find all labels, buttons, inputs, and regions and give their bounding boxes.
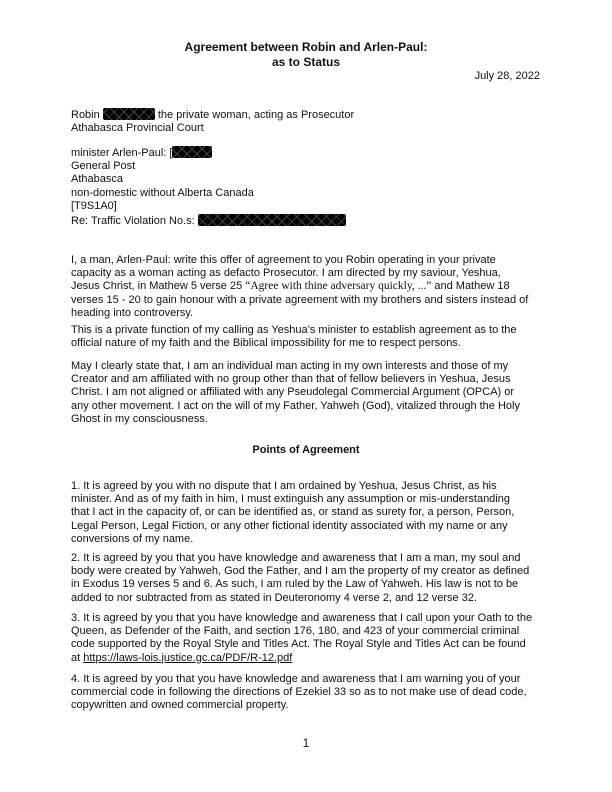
text-line: I, a man, Arlen-Paul: write this offer of agreement to you Robin operating in your private — [71, 254, 496, 266]
text-line: code supported by the Royal Style and Titles Act. The Royal Style and Titles Act can be found — [71, 638, 526, 651]
text-line: verses 15 - 20 to gain honour with a private agreement with my brothers and sisters instead of — [71, 293, 529, 306]
sender-address-line: non-domestic without Alberta Canada — [71, 186, 254, 199]
text-line: 1. It is agreed by you with no dispute that I am ordained by Yeshua, Jesus Christ, as his — [71, 480, 497, 492]
page-number: 1 — [302, 736, 310, 750]
title-line-2: as to Status — [271, 55, 340, 69]
re-label: Re: Traffic Violation No.s: — [71, 215, 195, 227]
addressee-block — [71, 108, 541, 135]
text-line: body were created by Yahweh, God the Father, and I am the property of my creator as defined — [71, 565, 530, 578]
agreement-point-2 — [71, 552, 541, 605]
royal-style-titles-act-link[interactable]: https://laws-lois.justice.gc.ca/PDF/R-12.pdf — [83, 651, 293, 664]
agreement-point-4 — [71, 673, 541, 713]
text-line: in Exodus 19 verses 5 and 6. As such, I am ruled by the Law of Yahweh. His law is not to be — [71, 578, 519, 591]
prosecutor-description: the private woman, acting as Prosecutor — [157, 109, 355, 121]
title-line-1: Agreement between Robin and Arlen-Paul: — [184, 40, 428, 54]
text-span: and Mathew 18 — [431, 280, 510, 293]
prosecutor-first-name: Robin — [71, 109, 100, 121]
text-line: Christ. I am not aligned or affiliated with any Pseudolegal Commercial Argument (OPCA) or — [71, 386, 515, 399]
sender-address-line: General Post — [71, 160, 136, 173]
paragraph-intro — [71, 254, 541, 320]
agreement-point-3 — [71, 612, 541, 665]
text-line: Ghost in my consciousness. — [71, 412, 208, 425]
prosecutor-court: Athabasca Provincial Court — [71, 122, 204, 135]
paragraph-private-function — [71, 324, 541, 350]
sender-address-line: Athabasca — [71, 173, 123, 186]
redaction-bar — [103, 108, 155, 120]
text-line: conversions of my name. — [71, 532, 194, 545]
text-line: May I clearly state that, I am an individual man acting in my own interests and those of my — [71, 360, 509, 372]
agreement-point-1 — [71, 480, 541, 546]
sender-block — [71, 146, 541, 213]
text-line: commercial code in following the directions of Ezekiel 33 so as to not make use of dead code, — [71, 686, 527, 699]
text-line: This is a private function of my calling as Yeshua’s minister to establish agreement as to the — [71, 324, 517, 336]
text-span: at — [71, 651, 84, 664]
text-line: any other movement. I act on the will of my Father, Yahweh (God), vitalized through the Holy — [71, 399, 520, 412]
text-line: Legal Person, Legal Fiction, or any other fictional identity associated with my name or any — [71, 519, 508, 532]
text-line: that I act in the capacity of, or can be identified as, or stand as surety for, a person, Person, — [71, 506, 515, 519]
text-line: copywritten and owned commercial property. — [71, 699, 289, 712]
text-line: capacity as a woman acting as defacto Prosecutor. I am directed by my saviour, Yeshua, — [71, 267, 501, 280]
document-title — [0, 40, 612, 70]
text-line: heading into controversy. — [71, 306, 194, 319]
text-line: Creator and am affiliated with no group other than that of fellow believers in Yeshua, Jesus — [71, 373, 511, 386]
sender-address-line: [T9S1A0] — [71, 199, 117, 212]
redaction-bar — [172, 146, 212, 158]
text-span: Jesus Christ, in Mathew 5 verse 25 — [71, 280, 246, 293]
scripture-quote: “Agree with thine adversary quickly, ...” — [245, 280, 432, 293]
document-date: July 28, 2022 — [474, 70, 540, 82]
text-line: official nature of my faith and the Biblical impossibility for me to respect persons. — [71, 337, 461, 350]
text-line: Queen, as Defender of the Faith, and section 176, 180, and 423 of your commercial criminal — [71, 625, 520, 638]
text-line: 2. It is agreed by you that you have knowledge and awareness that I am a man, my soul and — [71, 552, 521, 564]
re-line — [71, 214, 541, 228]
text-line: minister. And as of my faith in him, I must extinguish any assumption or mis-understanding — [71, 493, 510, 506]
text-line: 3. It is agreed by you that you have knowledge and awareness that I call upon your Oath to the — [71, 612, 533, 624]
sender-name: minister Arlen-Paul: [ — [71, 147, 173, 159]
text-line: added to nor subtracted from as stated in Deuteronomy 4 verse 2, and 12 verse 32. — [71, 591, 478, 604]
redaction-bar — [198, 214, 346, 226]
points-of-agreement-heading: Points of Agreement — [252, 444, 360, 456]
text-line: 4. It is agreed by you that you have knowledge and awareness that I am warning you of your — [71, 673, 521, 685]
paragraph-statement — [71, 360, 541, 426]
